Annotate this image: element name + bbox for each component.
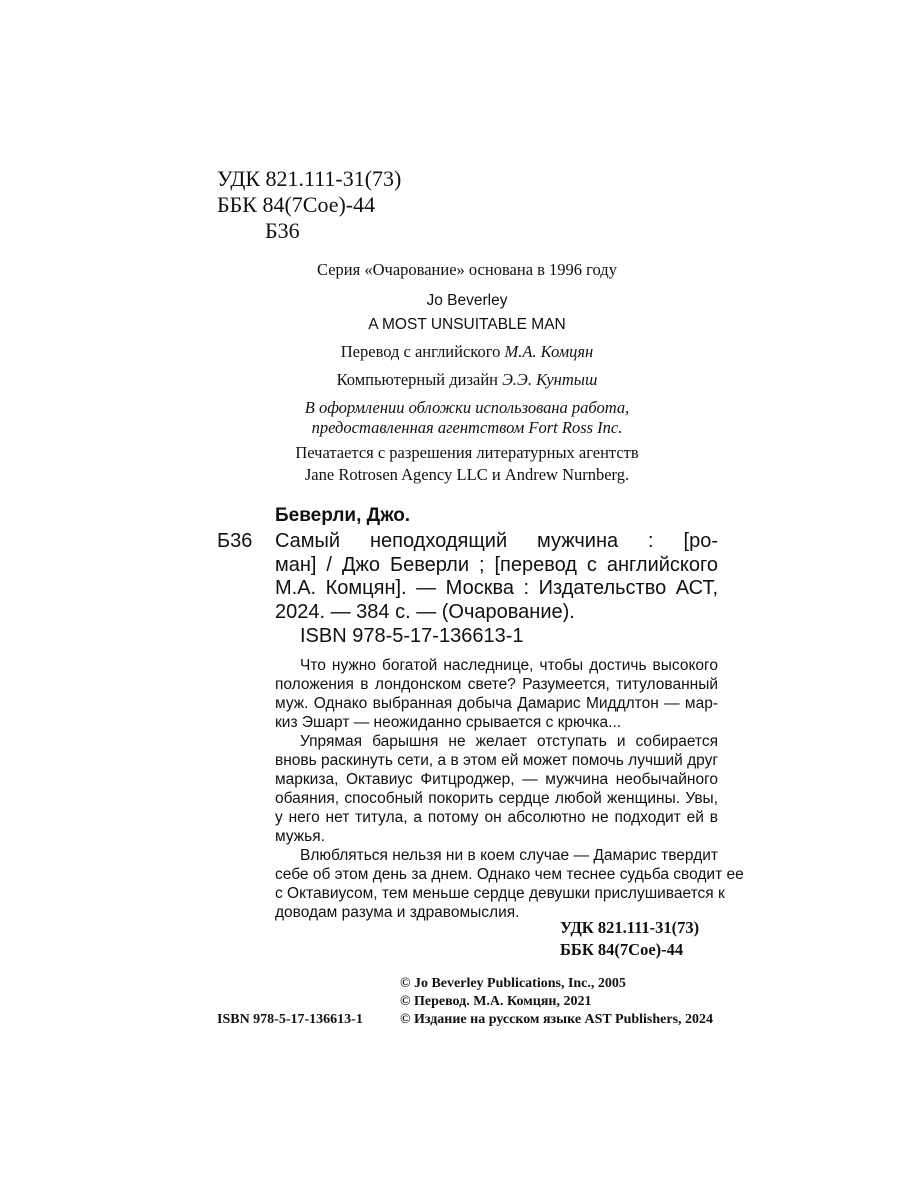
annotation-line: Влюбляться нельзя ни в коем случае — Дамарис твердит (300, 847, 718, 864)
cover-credit-line-2: предоставленная агентством Fort Ross Inc. (311, 418, 623, 437)
bottom-udk: УДК 821.111-31(73) (560, 918, 700, 937)
annotation-line: киз Эшарт — неожиданно срывается с крючка... (275, 714, 622, 731)
annotation-line: себе об этом день за днем. Однако чем теснее судьба сводит ее (275, 866, 744, 883)
udk-code: УДК 821.111-31(73) (217, 166, 402, 191)
catalog-line: 2024. — 384 с. — (Очарование). (275, 600, 575, 623)
design-credit (217, 370, 717, 390)
catalog-line: Самый неподходящий мужчина : [ро- (275, 530, 718, 552)
annotation-line: положения в лондонском свете? Разумеется, титулованный (275, 676, 718, 693)
translation-credit (217, 342, 717, 362)
catalog-line: ман] / Джо Беверли ; [перевод с английского (275, 553, 718, 576)
annotation-line: муж. Однако выбранная добыча Дамарис Миддлтон — мар- (275, 695, 718, 712)
permission-line-1: Печатается с разрешения литературных агентств (295, 443, 639, 462)
catalog-heading: Беверли, Джо. (275, 505, 411, 526)
series-note: Серия «Очарование» основана в 1996 году (317, 260, 617, 279)
annotation-line: обаяния, способный покорить сердце любой женщины. Увы, (275, 790, 718, 807)
permission-line-2: Jane Rotrosen Agency LLC и Andrew Nurnberg. (304, 465, 630, 484)
copyright-isbn: ISBN 978-5-17-136613-1 (217, 1012, 363, 1027)
annotation-paragraph-2 (275, 732, 718, 846)
cover-credit-line-1: В оформлении обложки использована работа, (304, 398, 630, 417)
annotation-line: маркиза, Октавиус Фитцроджер, — мужчина необычайного (275, 771, 718, 788)
author-mark: Б36 (265, 218, 300, 243)
original-title: A MOST UNSUITABLE MAN (368, 316, 566, 333)
annotation-line: вновь раскинуть сети, а в этом ей может помочь лучший друг (275, 752, 718, 769)
translation-label: Перевод с английского (340, 342, 501, 361)
original-author: Jo Beverley (426, 292, 508, 309)
catalog-description (275, 530, 718, 624)
catalog-line: М.А. Комцян]. — Москва : Издательство АСТ, (275, 577, 718, 599)
copyright-line-2: © Перевод. М.А. Комцян, 2021 (400, 994, 592, 1009)
annotation-line: мужья. (275, 828, 325, 845)
annotation-paragraph-3 (275, 846, 744, 922)
annotation-line: с Октавиусом, тем меньше сердце девушки прислушивается к (275, 885, 725, 902)
annotation-line: у него нет титула, а потому он абсолютно не подходит ей в (275, 809, 718, 826)
annotation-line: Что нужно богатой наследнице, чтобы достичь высокого (300, 657, 718, 674)
annotation-line: Упрямая барышня не желает отступать и собирается (300, 733, 718, 750)
translator-name: М.А. Комцян (504, 342, 594, 361)
designer-name: Э.Э. Кунтыш (502, 370, 598, 389)
catalog-isbn: ISBN 978-5-17-136613-1 (300, 625, 524, 647)
copyright-line-1: © Jo Beverley Publications, Inc., 2005 (400, 976, 626, 991)
design-label: Компьютерный дизайн (336, 370, 498, 389)
copyright-line-3: © Издание на русском языке AST Publishers, 2024 (400, 1012, 714, 1027)
catalog-code: Б36 (217, 530, 253, 552)
bottom-bbk: ББК 84(7Сое)-44 (560, 940, 684, 959)
annotation-paragraph-1 (275, 656, 718, 732)
bbk-code: ББК 84(7Сое)-44 (217, 192, 376, 217)
annotation-line: доводам разума и здравомыслия. (275, 904, 520, 921)
